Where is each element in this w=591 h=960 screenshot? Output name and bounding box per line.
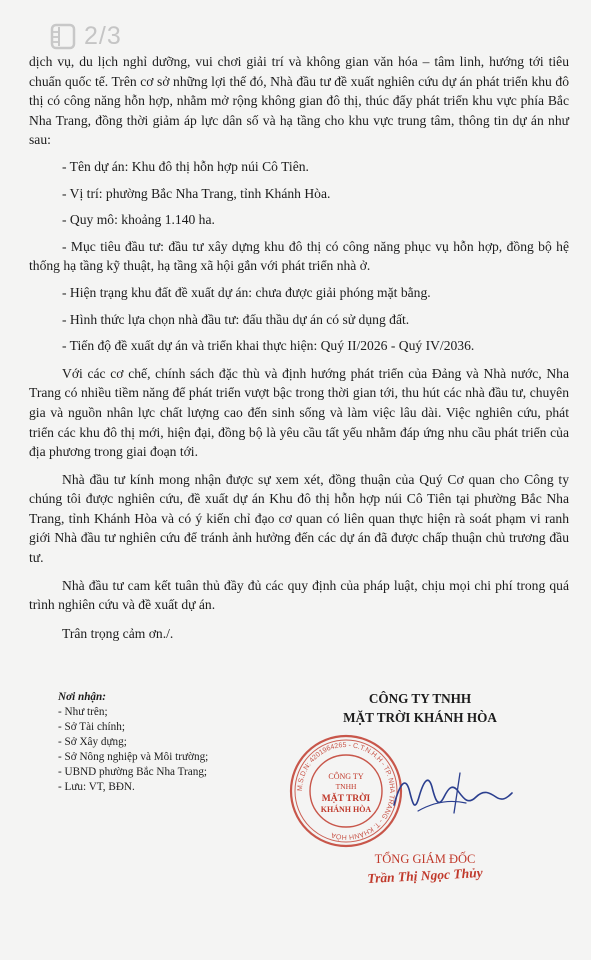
letter-body	[29, 52, 569, 643]
seal-center-2: TNHH	[335, 782, 357, 791]
signatory-role: TỔNG GIÁM ĐỐC	[374, 852, 476, 866]
seal-center-3: MẶT TRỜI	[321, 794, 371, 804]
recipient-item: - Như trên;	[58, 706, 108, 718]
recipient-item: - Sở Tài chính;	[58, 721, 125, 733]
bullet-objective: - Mục tiêu đầu tư: đầu tư xây dựng khu đô thị có công năng phục vụ hỗn hợp, đồng bộ hệ thống hạ tầng kỹ thuật, hạ tầng xã hội gắn với phát triển nhà ở.	[29, 238, 569, 274]
handwritten-signature	[388, 753, 518, 831]
paragraph-request: Nhà đầu tư kính mong nhận được sự xem xét, đồng thuận của Quý Cơ quan cho Công ty chúng tôi được nghiên cứu, đề xuất dự án Khu đô thị hỗn hợp núi Cô Tiên tại phường Bắc Nha Trang, tỉnh Khánh Hòa và có ý kiến chỉ đạo cơ quan có liên quan thực hiện rà soát phạm vi ranh giới Nhà đầu tư nghiên cứu để tránh ảnh hưởng đến các dự án đã được chấp thuận chủ trương đầu tư.	[29, 471, 569, 566]
seal-center-1: CÔNG TY	[328, 772, 364, 781]
bullet-schedule: - Tiến độ đề xuất dự án và triển khai thực hiện: Quý II/2026 - Quý IV/2036.	[62, 338, 475, 354]
seal-center-4: KHÁNH HÒA	[320, 805, 372, 814]
bullet-selection-method: - Hình thức lựa chọn nhà đầu tư: đấu thầu dự án có sử dụng đất.	[62, 311, 410, 327]
page-indicator-text: 2/3	[84, 22, 122, 50]
pages-icon	[50, 23, 76, 50]
bullet-location: - Vị trí: phường Bắc Nha Trang, tỉnh Khánh Hòa.	[62, 185, 331, 201]
recipients-heading: Nơi nhận:	[58, 691, 106, 703]
paragraph-commitment: Nhà đầu tư cam kết tuân thủ đầy đủ các quy định của pháp luật, chịu mọi chi phí trong quá trình nghiên cứu và đề xuất dự án.	[29, 577, 569, 613]
closing-line: Trân trọng cảm ơn./.	[62, 625, 174, 641]
bullet-scale: - Quy mô: khoảng 1.140 ha.	[62, 212, 215, 228]
page-indicator	[50, 22, 122, 51]
seal-ring-text: M.S.D.N: 4201964265 - C.T.N.H.H - TP. NHA TRANG - T. KHÁNH HÒA	[296, 741, 396, 841]
paragraph-potential: Với các cơ chế, chính sách đặc thù và định hướng phát triển của Đảng và Nhà nước, Nha Trang có nhiều tiềm năng để phát triển vượt bậc trong thời gian tới, thu hút các nhà đầu tư, chuyên gia và nguồn nhân lực chất lượng cao đến sinh sống và làm việc lâu dài. Việc nghiên cứu, phát triển các khu đô thị mới, hiện đại, đồng bộ là yêu cầu tất yếu nhằm đáp ứng nhu cầu phát triển của địa phương trong giai đoạn tới.	[29, 365, 569, 460]
company-name-block	[300, 689, 540, 727]
company-line-2: MẶT TRỜI KHÁNH HÒA	[343, 710, 497, 725]
bullet-land-status: - Hiện trạng khu đất đề xuất dự án: chưa được giải phóng mặt bằng.	[62, 284, 431, 300]
signatory-name: Trần Thị Ngọc Thủy	[366, 864, 483, 887]
bullet-project-name: - Tên dự án: Khu đô thị hỗn hợp núi Cô Tiên.	[62, 158, 309, 174]
recipient-item: - Sở Xây dựng;	[58, 736, 127, 748]
recipients-block	[58, 690, 208, 795]
company-line-1: CÔNG TY TNHH	[368, 691, 472, 706]
recipient-item: - UBND phường Bắc Nha Trang;	[58, 766, 208, 778]
signatory-block	[345, 851, 505, 885]
recipient-item: - Sở Nông nghiệp và Môi trường;	[58, 751, 209, 763]
recipient-item: - Lưu: VT, BĐN.	[58, 781, 135, 793]
intro-paragraph: dịch vụ, du lịch nghỉ dưỡng, vui chơi giải trí và không gian văn hóa – tâm linh, hướng tới tiêu chuẩn quốc tế. Trên cơ sở những lợi thế đó, Nhà đầu tư đề xuất nghiên cứu dự án phát triển khu đô thị có công năng hỗn hợp, nhằm mở rộng không gian đô thị, thúc đẩy phát triển khu vực phía Bắc Nha Trang, đồng thời giảm áp lực dân số và hạ tầng cho khu vực trung tâm, thông tin dự án như sau:	[29, 54, 569, 148]
